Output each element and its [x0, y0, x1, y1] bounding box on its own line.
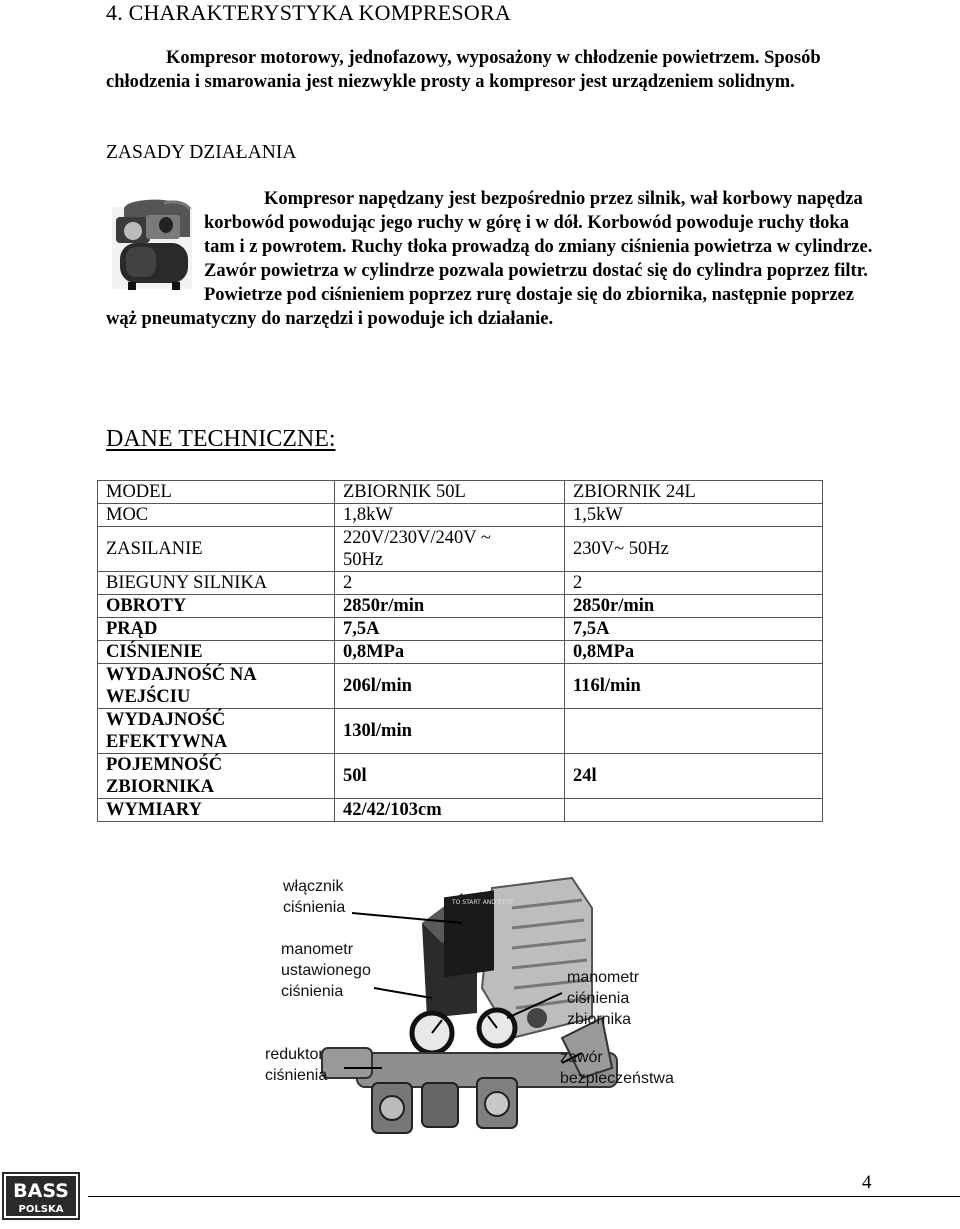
- table-cell: [98, 709, 335, 754]
- table-cell-text: WYDAJNOŚĆ NA WEJŚCIU: [106, 665, 256, 707]
- table-cell: 206l/min: [335, 664, 565, 709]
- intro-text: Kompresor motorowy, jednofazowy, wyposażony w chłodzenie powietrzem. Sposób chłodzenia i smarowania jest niezwykle prosty a kompresor jest urządzeniem solidnym.: [106, 48, 821, 92]
- table-cell: 230V~ 50Hz: [565, 527, 823, 572]
- table-cell: 1,5kW: [565, 504, 823, 527]
- table-cell: 0,8MPa: [335, 641, 565, 664]
- bass-polska-logo: [0, 1170, 82, 1222]
- table-row: [98, 595, 823, 618]
- table-cell: [565, 709, 823, 754]
- table-cell: MODEL: [98, 481, 335, 504]
- table-cell: 42/42/103cm: [335, 799, 565, 822]
- table-cell: 7,5A: [335, 618, 565, 641]
- table-cell-text: POJEMNOŚĆ ZBIORNIKA: [106, 755, 223, 797]
- table-row: [98, 709, 823, 754]
- table-cell: [565, 799, 823, 822]
- svg-text:TO START AND STOP: TO START AND STOP: [452, 899, 514, 906]
- logo-mark: [0, 1170, 82, 1222]
- table-cell: 0,8MPa: [565, 641, 823, 664]
- table-cell: 7,5A: [565, 618, 823, 641]
- principle-paragraph: [106, 187, 876, 331]
- table-cell: BIEGUNY SILNIKA: [98, 572, 335, 595]
- label-tank-pressure-gauge: manometr ciśnienia zbiornika: [567, 969, 640, 1028]
- label-pressure-switch: włącznik ciśnienia: [283, 878, 346, 916]
- label-safety-valve: zawór bezpieczeństwa: [560, 1049, 674, 1087]
- table-cell: 24l: [565, 754, 823, 799]
- spec-table: [97, 480, 823, 822]
- table-row: [98, 618, 823, 641]
- table-header-row: [98, 481, 823, 504]
- table-cell: [98, 754, 335, 799]
- table-cell: OBROTY: [98, 595, 335, 618]
- compressor-thumbnail-image: [106, 187, 204, 301]
- table-cell: ZASILANIE: [98, 527, 335, 572]
- table-cell: MOC: [98, 504, 335, 527]
- section-heading: 4. CHARAKTERYSTYKA KOMPRESORA: [106, 0, 511, 25]
- table-row: [98, 572, 823, 595]
- table-row: [98, 799, 823, 822]
- table-cell: ZBIORNIK 24L: [565, 481, 823, 504]
- intro-paragraph: [106, 46, 866, 94]
- table-row: [98, 664, 823, 709]
- principle-title: ZASADY DZIAŁANIA: [106, 142, 297, 163]
- table-row: [98, 504, 823, 527]
- table-cell: ZBIORNIK 50L: [335, 481, 565, 504]
- table-cell: 2850r/min: [565, 595, 823, 618]
- table-cell: 1,8kW: [335, 504, 565, 527]
- table-cell: [335, 527, 565, 572]
- table-cell: 2: [335, 572, 565, 595]
- table-cell: [98, 664, 335, 709]
- svg-text:BASS: BASS: [13, 1180, 69, 1202]
- table-cell: 50l: [335, 754, 565, 799]
- label-pressure-reducer: reduktor ciśnienia: [265, 1046, 328, 1084]
- table-row: [98, 754, 823, 799]
- table-cell: 116l/min: [565, 664, 823, 709]
- footer-rule: [88, 1196, 960, 1197]
- table-row: [98, 641, 823, 664]
- table-cell: 2: [565, 572, 823, 595]
- table-cell-text: 220V/230V/240V ~ 50Hz: [343, 528, 491, 570]
- svg-text:POLSKA: POLSKA: [18, 1204, 64, 1215]
- tech-data-title: DANE TECHNICZNE:: [106, 426, 336, 452]
- table-cell: 2850r/min: [335, 595, 565, 618]
- label-set-pressure-gauge: manometr ustawionego ciśnienia: [281, 941, 371, 1000]
- table-cell: 130l/min: [335, 709, 565, 754]
- table-cell: PRĄD: [98, 618, 335, 641]
- page-number: 4: [862, 1172, 872, 1193]
- table-row: [98, 527, 823, 572]
- table-cell-text: WYDAJNOŚĆ EFEKTYWNA: [106, 710, 228, 752]
- table-cell: CIŚNIENIE: [98, 641, 335, 664]
- table-cell: WYMIARY: [98, 799, 335, 822]
- principle-text: Kompresor napędzany jest bezpośrednio przez silnik, wał korbowy napędza korbowód powodując jego ruchy w górę i w dół. Korbowód powoduje ruchy tłoka tam i z powrotem. Ruchy tłoka prowadzą do zmiany ciśnienia powietrza w cylindrze. Zawór powietrza w cylindrze pozwala powietrzu dostać się do cylindra poprzez filtr. Powietrze pod ciśnieniem poprzez rurę dostaje się do zbiornika, następnie poprzez wąż pneumatyczny do narzędzi i powoduje ich działanie.: [106, 189, 873, 329]
